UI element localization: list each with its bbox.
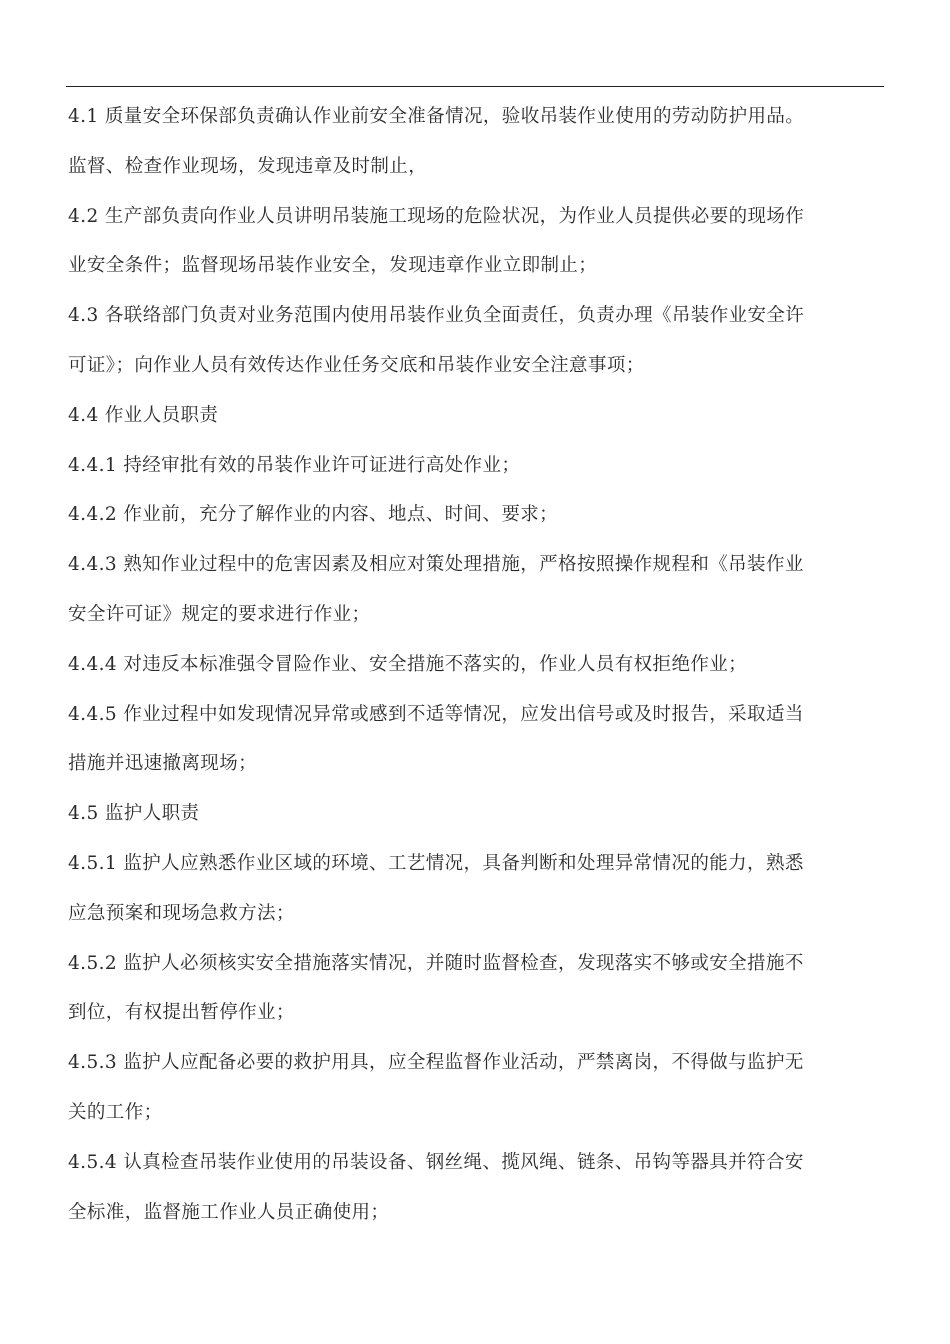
section-heading: 4.4 作业人员职责 [68,404,219,426]
text-line: 4.5.3 监护人应配备必要的救护用具，应全程监督作业活动，严禁离岗，不得做与监护无 [68,1052,804,1074]
text-line: 可证》；向作业人员有效传达作业任务交底和吊装作业安全注意事项； [68,354,645,376]
document-body [68,92,880,1237]
header-rule [66,86,884,87]
text-line: 监督、检查作业现场，发现违章及时制止， [68,155,428,177]
text-line: 措施并迅速撤离现场； [68,753,258,775]
section-heading: 4.5 监护人职责 [68,803,200,825]
text-line: 4.2 生产部负责向作业人员讲明吊装施工现场的危险状况，为作业人员提供必要的现场作 [68,205,805,227]
text-line: 4.4.3 熟知作业过程中的危害因素及相应对策处理措施，严格按照操作规程和《吊装作业 [68,554,804,576]
text-line: 4.5.4 认真检查吊装作业使用的吊装设备、钢丝绳、揽风绳、链条、吊钩等器具并符合安 [68,1151,804,1173]
text-line: 业安全条件；监督现场吊装作业安全，发现违章作业立即制止； [68,255,598,277]
text-line: 4.5.1 监护人应熟悉作业区域的环境、工艺情况，具备判断和处理异常情况的能力，熟悉 [68,852,804,874]
text-line: 4.1 质量安全环保部负责确认作业前安全准备情况，验收吊装作业使用的劳动防护用品。 [68,106,805,127]
text-line: 应急预案和现场急救方法； [68,902,295,924]
text-line: 4.3 各联络部门负责对业务范围内使用吊装作业负全面责任，负责办理《吊装作业安全许 [68,305,805,327]
text-line: 4.4.2 作业前，充分了解作业的内容、地点、时间、要求； [68,504,559,526]
text-line: 安全许可证》规定的要求进行作业； [68,603,371,625]
text-line: 4.4.4 对违反本标准强令冒险作业、安全措施不落实的，作业人员有权拒绝作业； [68,653,748,675]
text-line: 4.5.2 监护人必须核实安全措施落实情况，并随时监督检查，发现落实不够或安全措施不 [68,952,804,974]
text-line: 关的工作； [68,1101,163,1123]
text-line: 到位，有权提出暂停作业； [68,1002,295,1024]
text-line: 全标准，监督施工作业人员正确使用； [68,1201,390,1223]
text-line: 4.4.1 持经审批有效的吊装作业许可证进行高处作业； [68,454,521,476]
text-line: 4.4.5 作业过程中如发现情况异常或感到不适等情况，应发出信号或及时报告，采取适当 [68,703,804,725]
